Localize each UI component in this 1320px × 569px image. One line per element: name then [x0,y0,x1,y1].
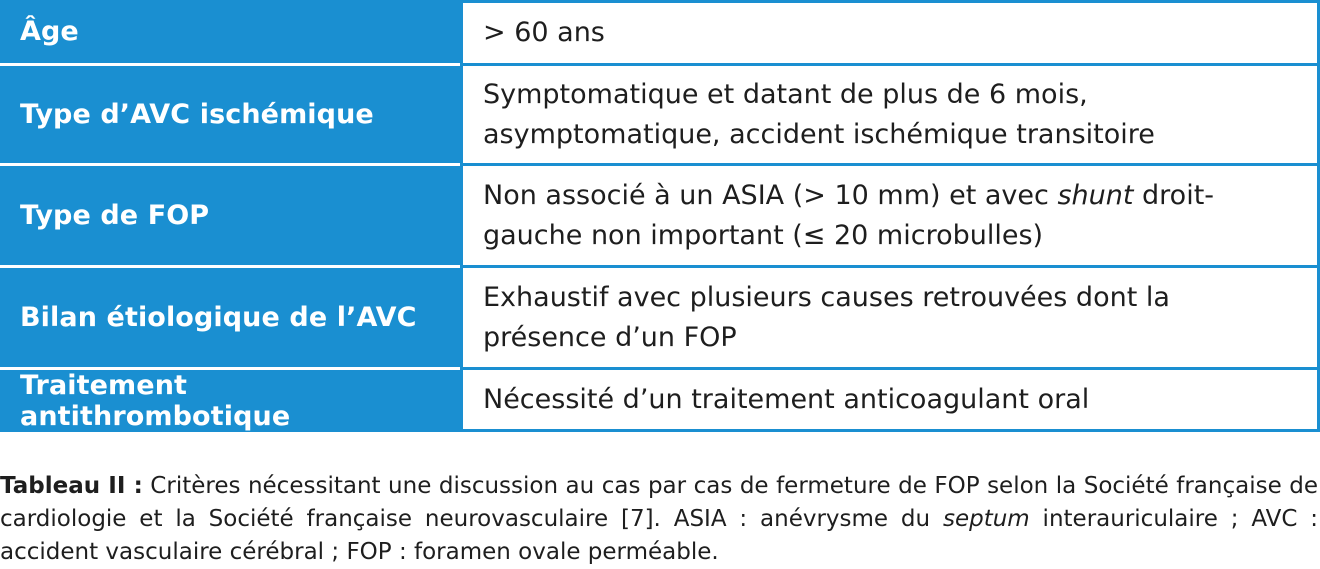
table-row [0,268,1320,370]
row-label-age: Âge [0,0,460,66]
row-value-etiologic-assessment [460,268,1320,370]
row-value-age: > 60 ans [460,0,1320,66]
value-line: asymptomatique, accident ischémique transitoire [483,118,1155,150]
caption-text: Critères nécessitant une discussion au cas par cas de fermeture de FOP selon la Société française de cardiologie et la Société française neurovasculaire [7]. ASIA : anévrysme du [0,473,1318,532]
table-row [0,370,1320,432]
table-caption [0,470,1318,569]
row-label-antithrombotic: Traitement antithrombotique [20,370,291,432]
value-text: Non associé à un ASIA (> 10 mm) et avec [483,179,1058,211]
value-italic: shunt [1057,179,1134,211]
caption-label: Tableau II : [0,473,143,499]
row-value-antithrombotic: Nécessité d’un traitement anticoagulant oral [460,370,1320,432]
caption-text: interauriculaire ; AVC : accident vasculaire cérébral ; FOP : foramen ovale perméable. [0,506,1318,565]
value-line: gauche non important (≤ 20 microbulles) [483,219,1044,251]
value-text: droit- [1133,179,1215,211]
row-value-avc-type [460,66,1320,166]
table-row [0,166,1320,268]
value-line: Symptomatique et datant de plus de 6 mois, [483,78,1088,110]
row-label-fop-type: Type de FOP [0,166,460,268]
row-label-etiologic-assessment: Bilan étiologique de l’AVC [0,268,460,370]
table-row [0,66,1320,166]
value-line: présence d’un FOP [483,321,737,353]
row-label-avc-type: Type d’AVC ischémique [0,66,460,166]
table-row [0,0,1320,66]
caption-italic: septum [942,506,1030,532]
value-line: Exhaustif avec plusieurs causes retrouvées dont la [483,281,1170,313]
row-value-fop-type [460,166,1320,268]
